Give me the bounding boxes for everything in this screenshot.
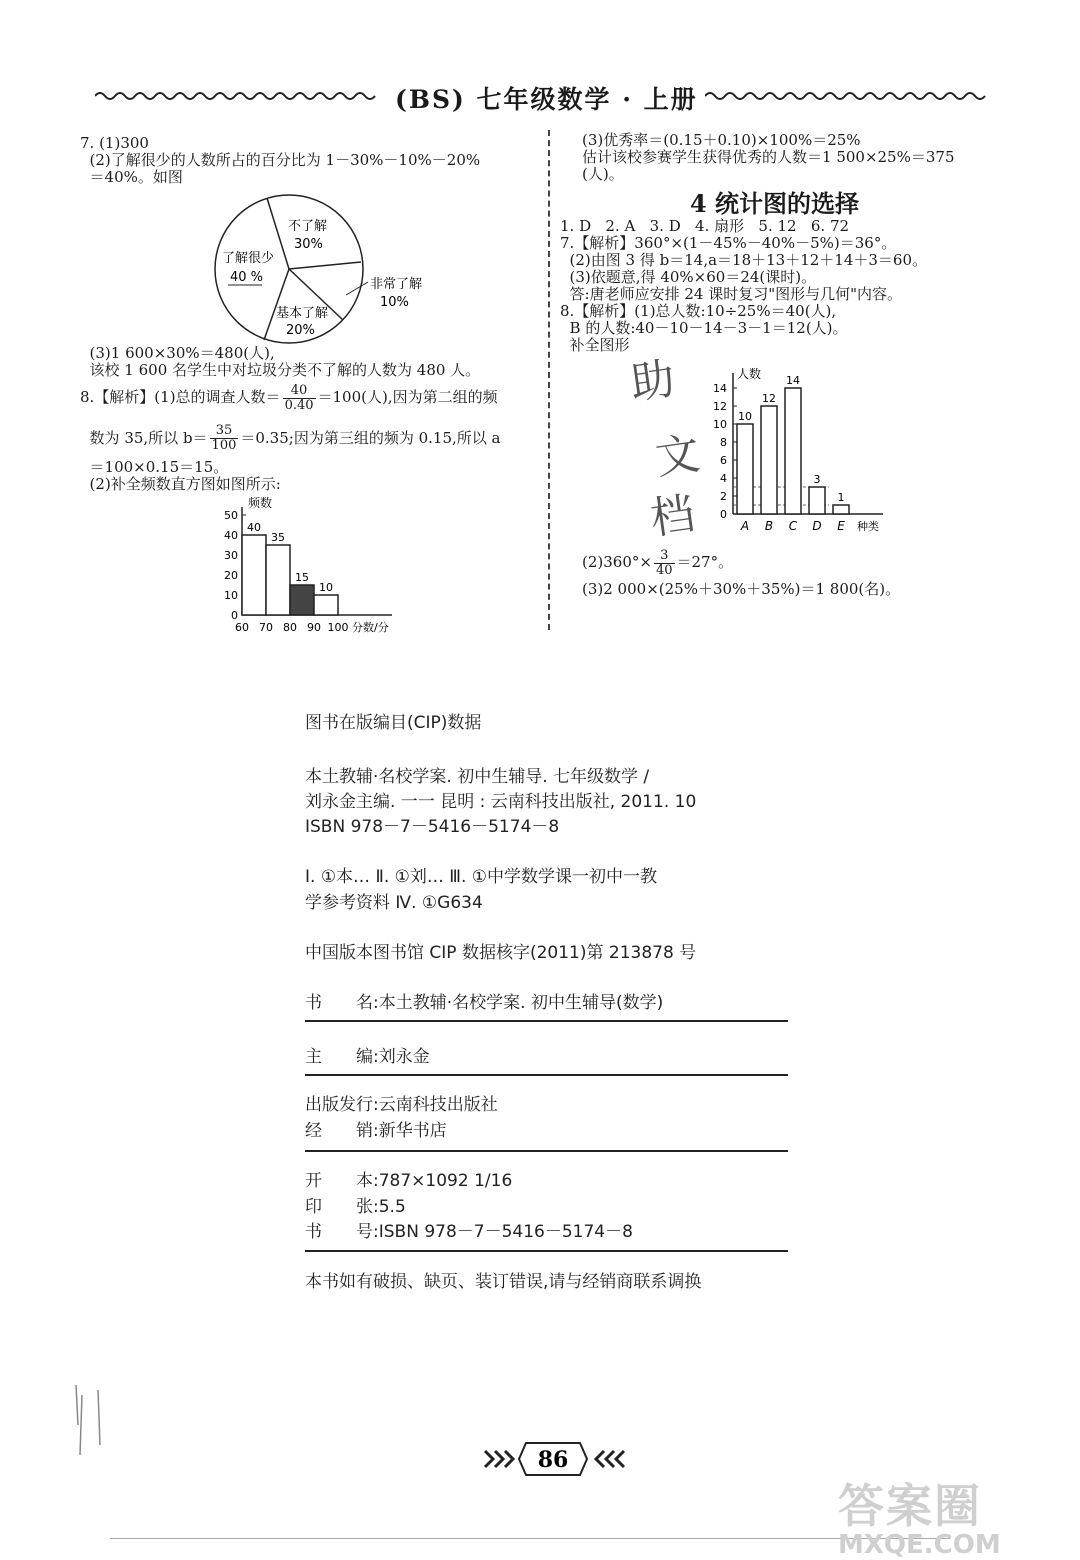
cip-line: 刘永金主编. 一一 昆明 : 云南科技出版社, 2011. 10 (305, 792, 697, 812)
bar-value-label: 1 (837, 491, 845, 504)
cip-line: Ⅰ. ①本… Ⅱ. ①刘… Ⅲ. ①中学数学课一初中一教 (305, 867, 658, 887)
fraction-denominator: 0.40 (284, 397, 314, 413)
handwriting-mark: 文 (652, 428, 703, 485)
fraction-denominator: 40 (655, 562, 673, 578)
y-tick-label: 2 (720, 490, 727, 503)
pie-label: 40 % (230, 270, 264, 285)
q7-line: ＝40%。如图 (80, 168, 183, 186)
x-tick-label: C (788, 519, 798, 533)
fraction (654, 549, 675, 578)
x-tick-label: E (837, 519, 845, 533)
cip-line: 中国版本图书馆 CIP 数据核字(2011)第 213878 号 (305, 943, 697, 963)
bar (737, 424, 753, 514)
answer-text: (2)360°× (582, 553, 652, 571)
y-tick-label: 10 (713, 418, 727, 431)
handwriting-mark: 助 (627, 353, 678, 410)
book-publisher: 出版发行:云南科技出版社 (305, 1095, 498, 1115)
book-notice: 本书如有破损、缺页、装订错误,请与经销商联系调换 (305, 1272, 702, 1292)
fraction-numerator: 3 (654, 549, 675, 564)
q8-line (80, 382, 500, 413)
x-tick-label: A (740, 519, 750, 533)
left-q7-bottom (80, 345, 480, 379)
answer-line: (2)由图 3 得 b＝14,a＝18＋13＋12＋14＋3＝60。 (560, 251, 928, 269)
y-tick-label: 10 (224, 589, 238, 602)
column-divider (548, 130, 550, 630)
x-tick-label: D (812, 519, 822, 533)
bar (833, 505, 849, 514)
bar-value-label: 14 (786, 374, 800, 387)
histogram-bar (290, 585, 314, 615)
bar-value-label: 40 (247, 521, 261, 534)
y-tick-label: 0 (231, 609, 238, 622)
pie-label: 了解很少 (222, 251, 275, 266)
histogram-bar (242, 535, 266, 615)
pie-label: 10% (380, 295, 409, 310)
q8-text: ＝100(人),因为第二组的频 (317, 388, 498, 406)
bar-value-label: 35 (271, 531, 285, 544)
answer-line: (3)依题意,得 40%×60＝24(课时)。 (560, 268, 817, 286)
section-title: 4 统计图的选择 (690, 189, 860, 218)
bar-value-label: 3 (813, 473, 821, 486)
bar-value-label: 12 (762, 392, 776, 405)
fraction-numerator: 35 (210, 424, 239, 439)
scan-marks (70, 1385, 110, 1475)
q7-line: (2)了解很少的人数所占的百分比为 1－30%－10%－20% (80, 151, 481, 169)
left-q7-top (80, 135, 480, 186)
pie-leader-line (346, 282, 368, 295)
y-tick-label: 14 (713, 382, 727, 395)
bottom-rule (110, 1538, 950, 1539)
book-isbn: 书 号:ISBN 978－7－5416－5174－8 (305, 1222, 633, 1242)
y-axis-title: 人数 (737, 367, 762, 381)
rule (305, 1074, 788, 1076)
frequency-histogram (220, 495, 440, 635)
left-q8 (80, 382, 500, 493)
cip-line: ISBN 978－7－5416－5174－8 (305, 817, 560, 837)
answer-line: 1. D 2. A 3. D 4. 扇形 5. 12 6. 72 (560, 217, 850, 235)
answer-line (582, 545, 900, 579)
answer-line: 答:唐老师应安排 24 课时复习"图形与几何"内容。 (560, 285, 903, 303)
right-line: 估计该校参赛学生获得优秀的人数＝1 500×25%＝375 (582, 148, 955, 166)
watermark-url: MXQE.COM (838, 1530, 1001, 1560)
answer-line: 7.【解析】360°×(1－45%－40%－5%)＝36°。 (560, 234, 897, 252)
book-format: 开 本:787×1092 1/16 (305, 1171, 513, 1191)
cip-title: 图书在版编目(CIP)数据 (305, 713, 482, 733)
pie-label: 不了解 (288, 219, 328, 234)
q8-text: 数为 35,所以 b＝ (89, 428, 208, 447)
q8-text: 8.【解析】(1)总的调查人数＝ (80, 388, 281, 406)
answer-line: (3)2 000×(25%＋30%＋35%)＝1 800(名)。 (582, 580, 901, 598)
q8-text: ＝0.35;因为第三组的频为 0.15,所以 a (240, 428, 501, 447)
header-ornament-left (95, 84, 385, 108)
answer-line: 8.【解析】(1)总人数:10÷25%＝40(人), (560, 302, 837, 320)
pie-slice-divider (289, 262, 361, 269)
q8-line (80, 459, 500, 476)
y-tick-label: 4 (720, 472, 727, 485)
q7-line: (3)1 600×30%＝480(人), (80, 344, 275, 362)
watermark (838, 1470, 1001, 1560)
y-tick-label: 6 (720, 454, 727, 467)
right-q8-2 (582, 545, 900, 598)
pie-label: 30% (294, 237, 323, 252)
bar (785, 388, 801, 514)
book-distributor: 经 销:新华书店 (305, 1121, 447, 1141)
bar-value-label: 15 (295, 571, 309, 584)
pie-label: 20% (286, 323, 315, 338)
page-number-ornament-right (590, 1448, 626, 1470)
y-tick-label: 40 (224, 529, 238, 542)
bar-value-label: 10 (319, 581, 333, 594)
q8-line (80, 421, 500, 455)
fraction (210, 424, 239, 453)
x-tick-label: 70 (259, 621, 273, 634)
book-name: 书 名:本土教辅·名校学案. 初中生辅导(数学) (305, 993, 664, 1013)
fraction (283, 384, 316, 413)
bar (809, 487, 825, 514)
fraction-numerator: 40 (283, 384, 316, 399)
handwriting-mark: 档 (647, 488, 698, 545)
cip-line: 学参考资料 Ⅳ. ①G634 (305, 893, 483, 913)
bar (761, 406, 777, 514)
rule (305, 1250, 788, 1252)
pie-label: 非常了解 (370, 277, 423, 292)
q8-text: (2)补全频数直方图如图所示: (89, 474, 281, 493)
page-number-ornament-left (483, 1448, 519, 1470)
q8-line (80, 476, 500, 493)
pie-label: 基本了解 (276, 306, 329, 321)
right-answers (560, 218, 927, 354)
y-tick-label: 30 (224, 549, 238, 562)
q8-text: ＝100×0.15＝15。 (89, 457, 229, 476)
right-top (582, 132, 954, 183)
answer-line: B 的人数:40－10－14－3－1＝12(人)。 (560, 319, 848, 337)
header-ornament-right (705, 84, 995, 108)
x-tick-label: 60 (235, 621, 249, 634)
x-axis-title: 种类 (857, 520, 879, 533)
y-tick-label: 12 (713, 400, 727, 413)
bar-value-label: 10 (738, 410, 752, 423)
book-sheets: 印 张:5.5 (305, 1197, 406, 1217)
x-tick-label: 80 (283, 621, 297, 634)
y-tick-label: 50 (224, 509, 238, 522)
histogram-bar (266, 545, 290, 615)
cip-line: 本土教辅·名校学案. 初中生辅导. 七年级数学 / (305, 767, 650, 787)
x-axis-title: 分数/分 (352, 621, 389, 634)
q7-line: 7. (1)300 (80, 134, 149, 152)
x-tick-label: 100 (327, 621, 349, 634)
y-tick-label: 8 (720, 436, 727, 449)
x-tick-label: 90 (307, 621, 321, 634)
y-tick-label: 20 (224, 569, 238, 582)
watermark-logo: 答案圈 (838, 1479, 982, 1533)
header-title: (BS) 七年级数学 · 上册 (395, 85, 698, 114)
category-bar-chart (695, 362, 905, 540)
book-editor: 主 编:刘永金 (305, 1047, 430, 1067)
page-number-box (518, 1442, 588, 1476)
page-number: 86 (537, 1447, 569, 1473)
answer-text: ＝27°。 (676, 553, 734, 571)
answer-line: 补全图形 (560, 336, 630, 354)
rule (305, 1020, 788, 1022)
y-tick-label: 0 (720, 508, 727, 521)
right-line: (3)优秀率＝(0.15＋0.10)×100%＝25% (582, 131, 861, 149)
y-axis-title: 频数 (248, 496, 273, 510)
q7-line: 该校 1 600 名学生中对垃圾分类不了解的人数为 480 人。 (80, 361, 481, 379)
x-tick-label: B (764, 519, 774, 533)
right-line: (人)。 (582, 165, 624, 183)
pie-chart (200, 190, 440, 350)
rule (305, 1150, 788, 1152)
fraction-denominator: 100 (211, 438, 237, 453)
histogram-bar (314, 595, 338, 615)
